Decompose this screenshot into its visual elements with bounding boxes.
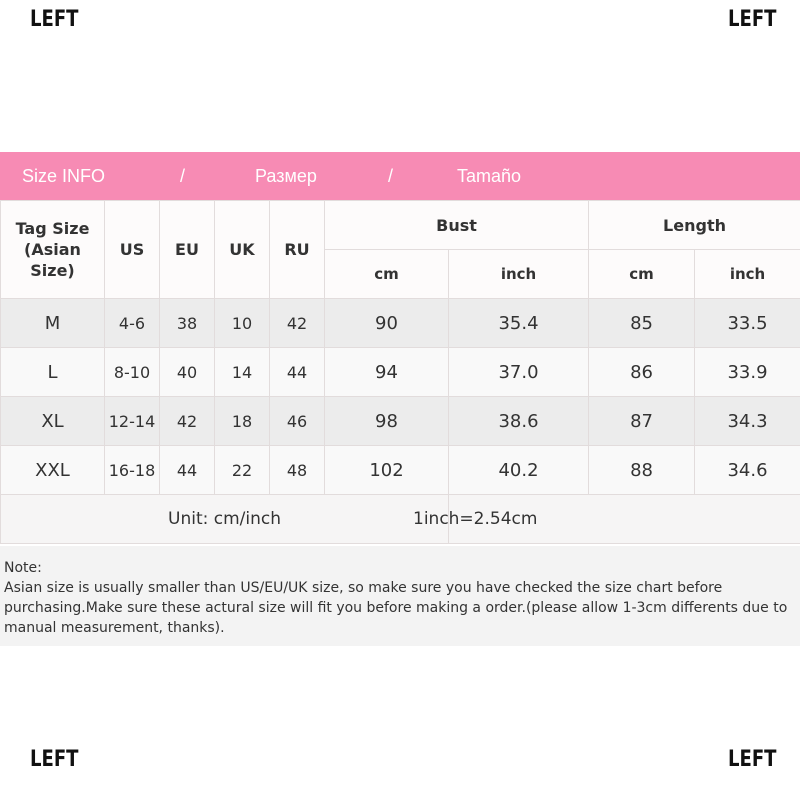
banner-title-en: Size INFO [22, 166, 106, 186]
conversion-label [413, 495, 800, 544]
watermark-bottom-right: LEFT [728, 747, 777, 772]
cell-us: 12-14 [105, 397, 160, 446]
cell-bust-cm: 94 [325, 348, 449, 397]
unit-row [1, 495, 800, 544]
cell-bust-cm: 102 [325, 446, 449, 495]
watermark-top-right: LEFT [728, 7, 777, 32]
cell-eu: 44 [160, 446, 215, 495]
header-bust: Bust [325, 201, 589, 250]
cell-uk: 22 [215, 446, 270, 495]
cell-bust-inch: 35.4 [449, 299, 589, 348]
table-row [1, 397, 800, 446]
size-info-banner [0, 152, 800, 200]
unit-label: Unit: cm/inch [1, 495, 449, 544]
header-us: US [105, 201, 160, 299]
cell-ru: 44 [270, 348, 325, 397]
cell-uk: 14 [215, 348, 270, 397]
cell-us: 16-18 [105, 446, 160, 495]
cell-bust-cm: 98 [325, 397, 449, 446]
header-bust-cm: cm [325, 250, 449, 299]
table-row [1, 348, 800, 397]
header-bust-inch: inch [449, 250, 589, 299]
cell-bust-inch: 38.6 [449, 397, 589, 446]
cell-bust-inch: 37.0 [449, 348, 589, 397]
cell-tag: M [1, 299, 105, 348]
cell-tag: L [1, 348, 105, 397]
banner-title-es: Tamaño [457, 166, 522, 186]
cell-uk: 18 [215, 397, 270, 446]
cell-length-cm: 87 [589, 397, 695, 446]
banner-separator-2: / [388, 166, 394, 186]
cell-ru: 46 [270, 397, 325, 446]
cell-uk: 10 [215, 299, 270, 348]
header-length: Length [589, 201, 800, 250]
cell-length-inch: 33.5 [695, 299, 800, 348]
header-uk: UK [215, 201, 270, 299]
cell-length-inch: 34.3 [695, 397, 800, 446]
cell-ru: 42 [270, 299, 325, 348]
note-text: Asian size is usually smaller than US/EU/UK size, so make sure you have checked the size chart before purchasing.Make sure these actural size will fit you before making a order.(please allow 1-3cm differents due to manual measurement, thanks). [4, 580, 788, 636]
header-tag-size-label: Tag Size [15, 219, 90, 238]
cell-ru: 48 [270, 446, 325, 495]
table-row [1, 299, 800, 348]
cell-length-cm: 86 [589, 348, 695, 397]
conversion-text: 1inch=2.54cm [413, 509, 538, 529]
cell-us: 8-10 [105, 348, 160, 397]
banner-title-ru: Размер [255, 166, 317, 186]
cell-length-cm: 85 [589, 299, 695, 348]
cell-length-cm: 88 [589, 446, 695, 495]
banner-separator-1: / [180, 166, 186, 186]
cell-bust-inch: 40.2 [449, 446, 589, 495]
table-row [1, 446, 800, 495]
note-label: Note: [4, 560, 42, 576]
cell-tag: XXL [1, 446, 105, 495]
cell-length-inch: 34.6 [695, 446, 800, 495]
header-eu: EU [160, 201, 215, 299]
cell-tag: XL [1, 397, 105, 446]
cell-us: 4-6 [105, 299, 160, 348]
cell-bust-cm: 90 [325, 299, 449, 348]
cell-eu: 38 [160, 299, 215, 348]
header-ru: RU [270, 201, 325, 299]
watermark-top-left: LEFT [30, 7, 79, 32]
header-length-cm: cm [589, 250, 695, 299]
header-asian-size-label: (Asian Size) [24, 240, 81, 280]
watermark-bottom-left: LEFT [30, 747, 79, 772]
note-box [0, 546, 800, 646]
header-length-inch: inch [695, 250, 800, 299]
cell-eu: 42 [160, 397, 215, 446]
size-chart-table [0, 200, 800, 544]
cell-length-inch: 33.9 [695, 348, 800, 397]
header-tag-size [1, 201, 105, 299]
cell-eu: 40 [160, 348, 215, 397]
